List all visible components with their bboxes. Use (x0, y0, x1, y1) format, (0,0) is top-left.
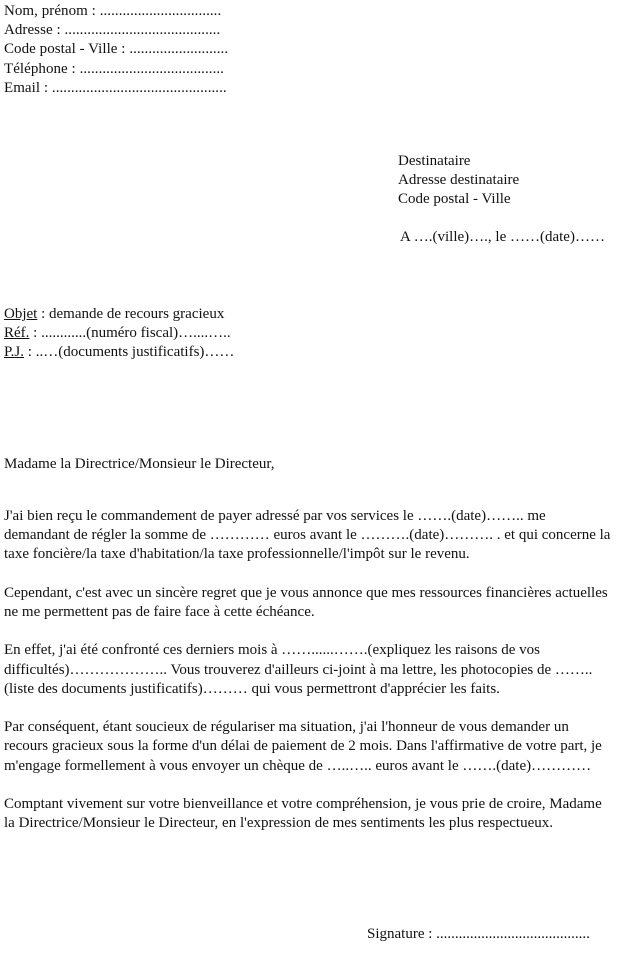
reference-label: Réf. (4, 325, 30, 342)
sender-address-block (4, 2, 334, 98)
sender-field-postal-city: Code postal - Ville : .......................... (4, 41, 229, 58)
place-and-date-line: A ….(ville)…., le ……(date)…… (400, 229, 605, 245)
subject-reference-block (4, 305, 404, 363)
attachments-label: P.J. (4, 344, 25, 361)
body-paragraph-5: Comptant vivement sur votre bienveillance et votre compréhension, je vous prie de croire, Madame la Directrice/Monsieur le Directeur, en l'expression de mes sentiments les plus respectueux. (4, 795, 602, 832)
signature-line: Signature : ......................................... (367, 926, 590, 942)
body-paragraph-1: J'ai bien reçu le commandement de payer adressé par vos services le …….(date)…….. me demandant de régler la somme de ………… euros avant le ……….(date)………. . et qui concerne la taxe foncière/la taxe d'habitation/la taxe professionnelle/l'impôt sur le revenu. (4, 508, 611, 563)
attachments-value: : ..…(documents justificatifs)…… (24, 344, 235, 361)
reference-value: : ............(numéro fiscal)…....….. (29, 325, 231, 342)
attachments-line (4, 343, 404, 362)
body-paragraph-2: Cependant, c'est avec un sincère regret que je vous annonce que mes ressources financières actuelles ne me permettent pas de faire face à cette échéance. (4, 584, 608, 620)
object-label: Objet (4, 306, 38, 322)
sender-field-email: Email : .............................................. (4, 79, 227, 96)
recipient-postal-city: Code postal - Ville (398, 191, 511, 208)
sender-field-address: Adresse : ......................................... (4, 22, 221, 39)
letter-body (4, 507, 612, 833)
sender-field-name: Nom, prénom : ................................ (4, 3, 222, 19)
recipient-address: Adresse destinataire (398, 172, 520, 189)
body-paragraph-4: Par conséquent, étant soucieux de régulariser ma situation, j'ai l'honneur de vous demander un recours gracieux sous la forme d'un délai de paiement de 2 mois. Dans l'affirmative de votre part, je m'engage formellement à vous envoyer un chèque de …..….. euros avant le …….(date)………… (4, 719, 602, 774)
object-line (4, 305, 404, 324)
object-value: : demande de recours gracieux (37, 306, 225, 322)
salutation-line: Madame la Directrice/Monsieur le Directeur, (4, 456, 275, 472)
body-paragraph-3: En effet, j'ai été confronté ces derniers mois à ……......…….(expliquez les raisons de vos difficultés)……………….. Vous trouverez d'ailleurs ci-joint à ma lettre, les photocopies de ……..(liste des documents justificatifs)……… qui vous permettront d'apprécier les faits. (4, 642, 593, 697)
sender-field-phone: Téléphone : ...................................... (4, 60, 224, 77)
recipient-name: Destinataire (398, 153, 471, 169)
recipient-address-block (398, 152, 620, 210)
reference-line (4, 324, 404, 343)
